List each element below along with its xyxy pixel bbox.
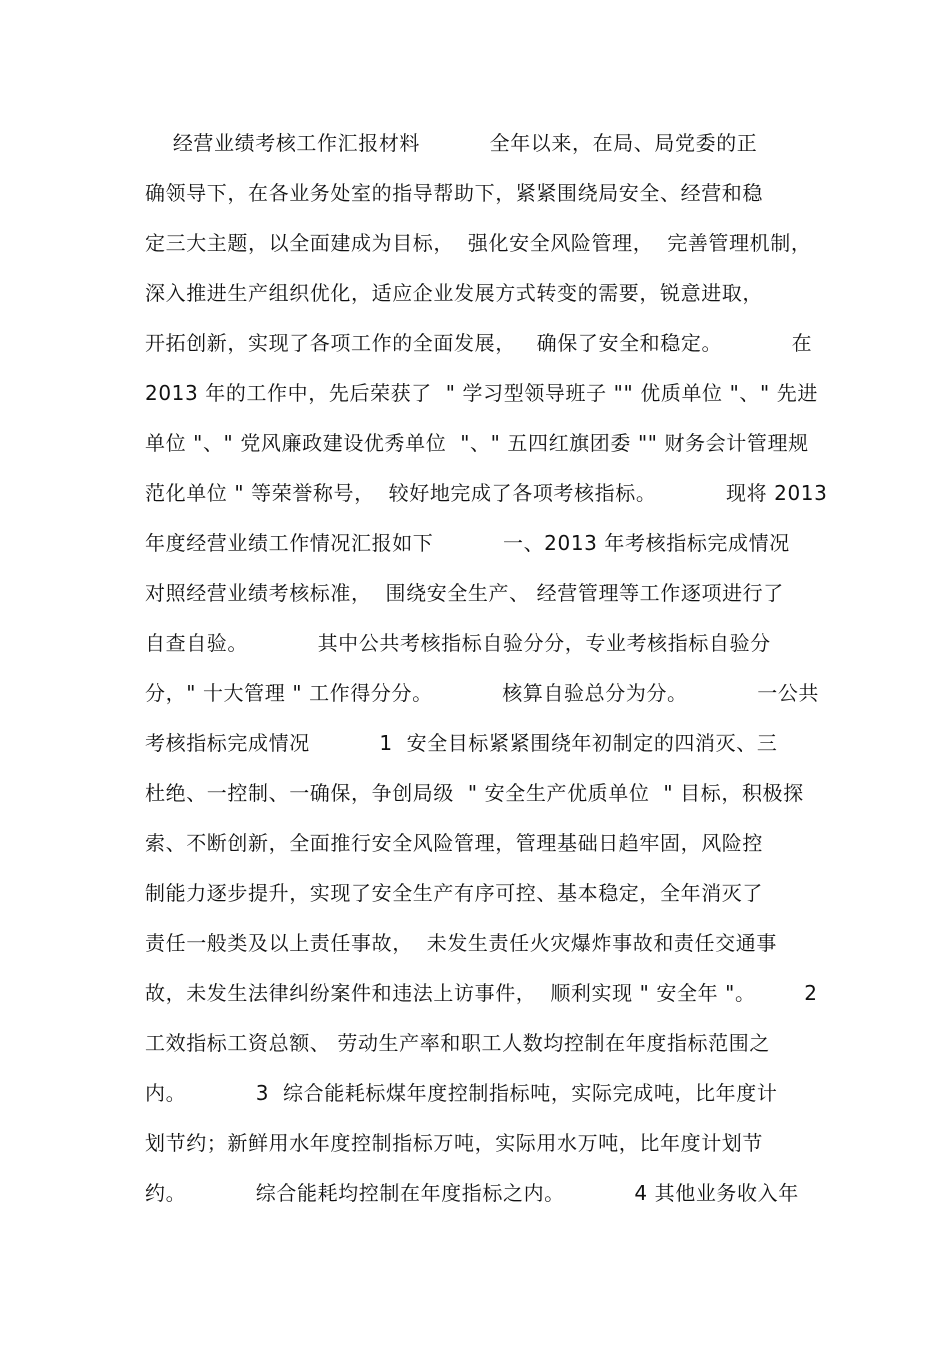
text-line: 责任一般类及以上责任事故， 未发生责任火灾爆炸事故和责任交通事	[145, 931, 777, 955]
text-line: 故，未发生法律纠纷案件和违法上访事件， 顺利实现 " 安全年 "。 2	[145, 981, 818, 1005]
text-line: 约。 综合能耗均控制在年度指标之内。 4 其他业务收入年	[145, 1181, 799, 1205]
text-line: 分，" 十大管理 " 工作得分分。 核算自验总分为分。 一公共	[145, 681, 820, 705]
text-line: 索、不断创新，全面推行安全风险管理，管理基础日趋牢固，风险控	[145, 831, 763, 855]
text-line: 考核指标完成情况 1 安全目标紧紧围绕年初制定的四消灭、三	[145, 731, 778, 755]
text-line: 范化单位 " 等荣誉称号， 较好地完成了各项考核指标。 现将 2013	[145, 481, 828, 505]
text-line: 工效指标工资总额、 劳动生产率和职工人数均控制在年度指标范围之	[145, 1031, 770, 1055]
text-line: 内。 3 综合能耗标煤年度控制指标吨，实际完成吨，比年度计	[145, 1081, 778, 1105]
text-line: 自查自验。 其中公共考核指标自验分分，专业考核指标自验分	[145, 631, 771, 655]
text-line: 深入推进生产组织优化，适应企业发展方式转变的需要，锐意进取，	[145, 281, 763, 305]
text-line: 年度经营业绩工作情况汇报如下 一、2013 年考核指标完成情况	[145, 531, 790, 555]
text-line: 开拓创新，实现了各项工作的全面发展， 确保了安全和稳定。 在	[145, 331, 813, 355]
text-line: 2013 年的工作中，先后荣获了 " 学习型领导班子 "" 优质单位 "、" 先进	[145, 381, 818, 405]
text-line: 对照经营业绩考核标准， 围绕安全生产、 经营管理等工作逐项进行了	[145, 581, 784, 605]
text-line: 定三大主题，以全面建成为目标， 强化安全风险管理， 完善管理机制，	[145, 231, 812, 255]
text-line: 经营业绩考核工作汇报材料 全年以来，在局、局党委的正	[145, 131, 758, 155]
text-line: 杜绝、一控制、一确保，争创局级 " 安全生产优质单位 " 目标，积极探	[145, 781, 804, 805]
body-text	[145, 118, 828, 1218]
text-line: 确领导下，在各业务处室的指导帮助下，紧紧围绕局安全、经营和稳	[145, 181, 763, 205]
text-line: 单位 "、" 党风廉政建设优秀单位 "、" 五四红旗团委 "" 财务会计管理规	[145, 431, 809, 455]
text-line: 制能力逐步提升，实现了安全生产有序可控、基本稳定，全年消灭了	[145, 881, 763, 905]
text-line: 划节约；新鲜用水年度控制指标万吨，实际用水万吨，比年度计划节	[145, 1131, 763, 1155]
